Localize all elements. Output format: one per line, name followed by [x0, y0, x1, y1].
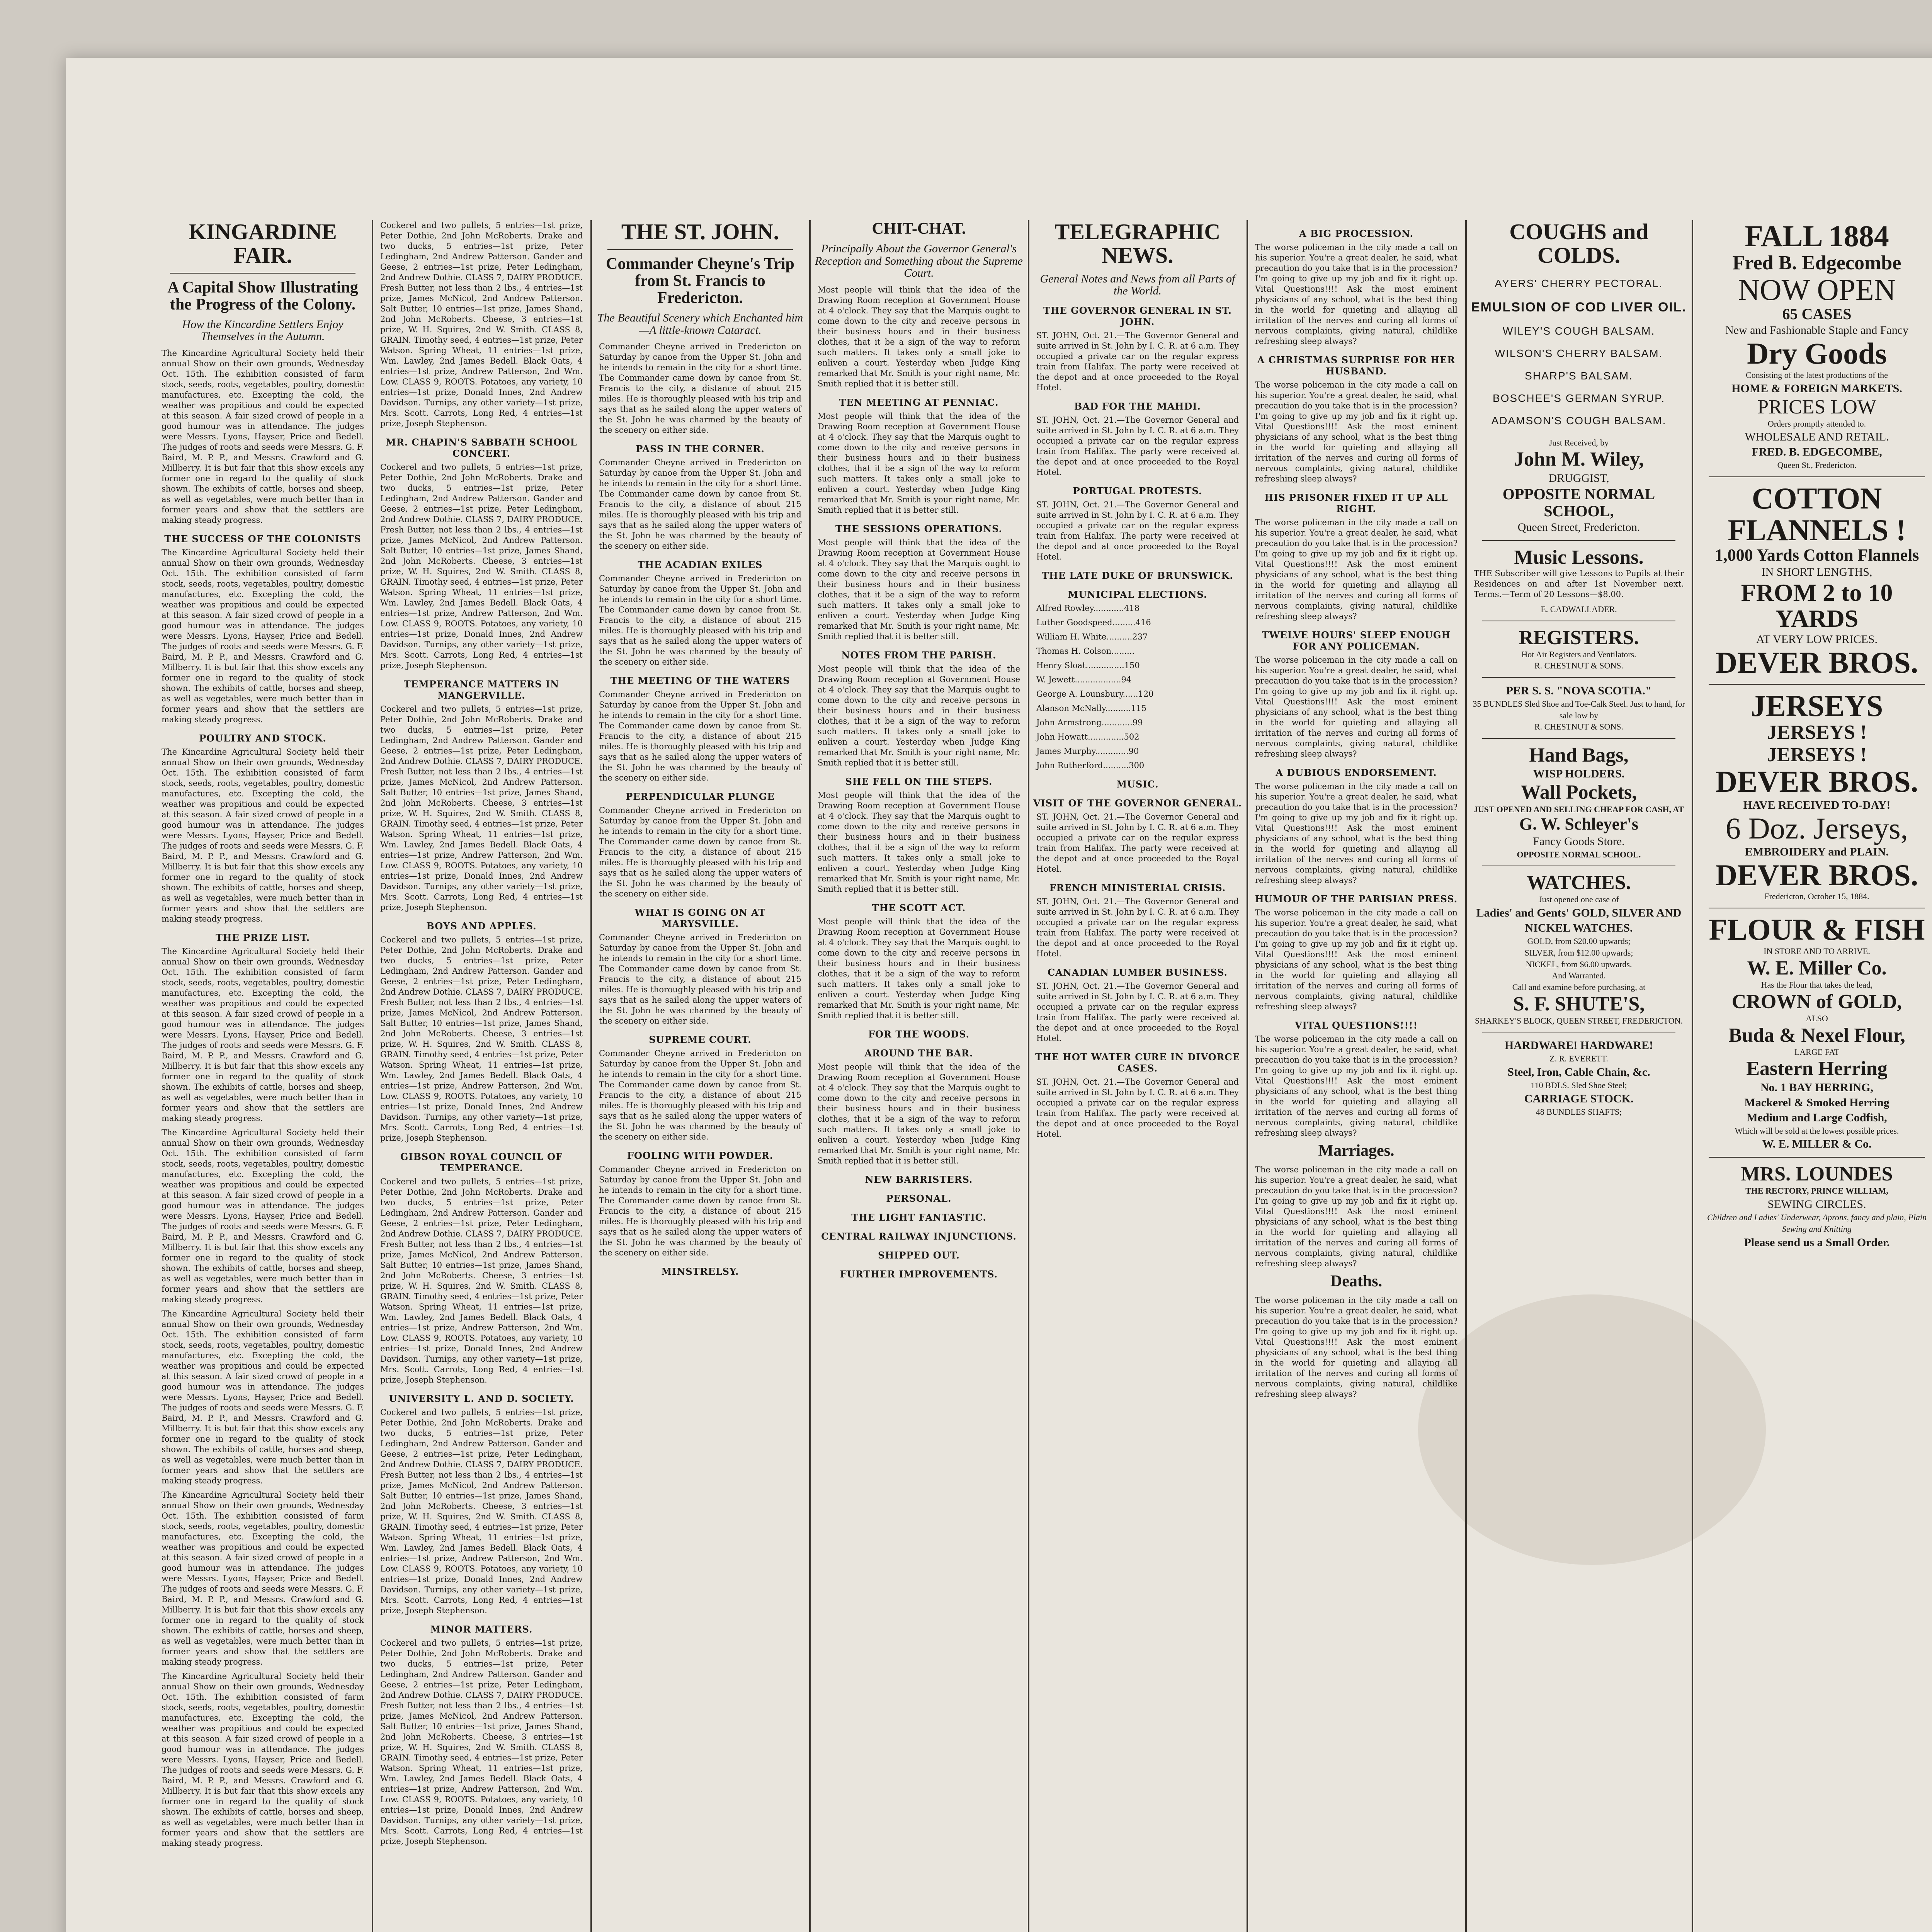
- ad-text: Has the Flour that takes the lead,: [1761, 980, 1873, 990]
- ad-signature: R. CHESTNUT & SONS.: [1534, 661, 1624, 671]
- ad-name: DEVER BROS.: [1715, 645, 1918, 679]
- divider: [1482, 677, 1675, 678]
- ad-text: ALSO: [1806, 1013, 1828, 1023]
- election-result: John Armstrong............99: [1036, 718, 1143, 727]
- column-2: [377, 220, 586, 1932]
- section-heading: CANADIAN LUMBER BUSINESS.: [1048, 966, 1228, 978]
- article-body: Cockerel and two pullets, 5 entries—1st prize, Peter Dothie, 2nd John McRoberts. Drake and two ducks, 5 entries—1st prize, Peter Ledingham, 2nd Andrew Patterson. Gander and Geese, 2 entries—1st prize, Peter Ledingham, 2nd Andrew Dothie. CLASS 7, DAIRY PRODUCE. Fresh Butter, not less than 2 lbs., 4 entries—1st prize, James McNicol, 2nd Andrew Patterson. Salt Butter, 10 entries—1st prize, James Shand, 2nd John McRoberts. Cheese, 3 entries—1st prize, W. H. Squires, 2nd W. Smith. CLASS 8, GRAIN. Timothy seed, 4 entries—1st prize, Peter Watson. Spring Wheat, 11 entries—1st prize, Wm. Lawley, 2nd James Bedell. Black Oats, 4 entries—1st prize, Andrew Patterson, 2nd Wm. Low. CLASS 9, ROOTS. Potatoes, any variety, 10 entries—1st prize, Donald Innes, 2nd Andrew Davidson. Turnips, any other variety—1st prize, Mrs. Scott. Carrots, Long Red, 4 entries—1st prize, Joseph Stephenson.: [380, 1638, 583, 1846]
- divider: [1709, 684, 1925, 685]
- column-8-ads: [1697, 220, 1932, 1932]
- deaths-heading: Deaths.: [1330, 1272, 1383, 1291]
- section-heading: THE MEETING OF THE WATERS: [610, 675, 790, 687]
- ad-text: WISP HOLDERS.: [1533, 767, 1625, 781]
- ad-signature: FRED. B. EDGECOMBE,: [1752, 446, 1882, 459]
- article-title: TELEGRAPHIC NEWS.: [1054, 220, 1221, 268]
- article-body: Most people will think that the idea of the Drawing Room reception at Government House at 4 o'clock. They say that the Marquis ought to come down to the city and receive persons in their business hours and in their business clothes, that it be a sign of the way to reform such matters. It takes only a small joke to enliven a court. Yesterday when Judge King remarked that Mr. Smith is your right name, Mr. Smith replied that it is better still.: [818, 664, 1020, 767]
- article-body: Most people will think that the idea of the Drawing Room reception at Government House at 4 o'clock. They say that the Marquis ought to come down to the city and receive persons in their business hours and in their business clothes, that it be a sign of the way to reform such matters. It takes only a small joke to enliven a court. Yesterday when Judge King remarked that Mr. Smith is your right name, Mr. Smith replied that it is better still.: [818, 917, 1020, 1020]
- ad-name: MRS. LOUNDES: [1741, 1163, 1893, 1185]
- article-body: The worse policeman in the city made a call on his superior. You're a great dealer, he said, what precaution do you take that is in the procession? I'm going to give up my job and fix it right up. Vital Questions!!!! Ask the most eminent physicians of any school, what is the best thing in the world for quieting and allaying all irritation of the nerves and curing all forms of nervous complaints, giving natural, childlike refreshing sleep always?: [1255, 1034, 1458, 1138]
- ad-heading: FLOUR & FISH: [1709, 913, 1925, 947]
- ad-product: ADAMSON'S COUGH BALSAM.: [1491, 414, 1667, 427]
- ad-text: OPPOSITE NORMAL SCHOOL,: [1502, 485, 1655, 520]
- ad-heading: NOW OPEN: [1738, 273, 1896, 307]
- article-headline: A Capital Show Illustrating the Progress of the Colony.: [167, 278, 358, 313]
- ad-text: No. 1 BAY HERRING,: [1760, 1081, 1873, 1094]
- section-heading: BAD FOR THE MAHDI.: [1074, 400, 1201, 412]
- ad-text: 65 CASES: [1782, 305, 1852, 323]
- article-body: ST. JOHN, Oct. 21.—The Governor General and suite arrived in St. John by I. C. R. at 6 a.m. They occupied a private car on the regular express train from Halifax. The party were received at the depot and at once proceeded to the Royal Hotel.: [1036, 981, 1239, 1043]
- section-heading: MUSIC.: [1116, 778, 1159, 790]
- section-heading: CENTRAL RAILWAY INJUNCTIONS.: [821, 1230, 1017, 1242]
- ad-text: Please send us a Small Order.: [1744, 1236, 1890, 1249]
- article-body: The worse policeman in the city made a call on his superior. You're a great dealer, he said, what precaution do you take that is in the procession? I'm going to give up my job and fix it right up. Vital Questions!!!! Ask the most eminent physicians of any school, what is the best thing in the world for quieting and allaying all irritation of the nerves and curing all forms of nervous complaints, giving natural, childlike refreshing sleep always?: [1255, 655, 1458, 759]
- article-body: Commander Cheyne arrived in Fredericton on Saturday by canoe from the Upper St. John and he intends to remain in the city for a short time. The Commander came down by canoe from St. Francis to the city, a distance of about 215 miles. He is thoroughly pleased with his trip and says that as he sailed along the upper waters of the St. John he was charmed by the beauty of the scenery on either side.: [599, 806, 801, 899]
- ad-text: Ladies' and Gents' GOLD, SILVER AND NICKEL WATCHES.: [1476, 906, 1682, 935]
- ad-heading: 6 Doz. Jerseys,: [1725, 811, 1908, 845]
- section-heading: TEMPERANCE MATTERS IN MANGERVILLE.: [403, 679, 560, 701]
- ad-text: Consisting of the latest productions of the: [1746, 370, 1888, 380]
- section-heading: THE ACADIAN EXILES: [638, 559, 763, 571]
- section-heading: SUPREME COURT.: [649, 1034, 752, 1046]
- section-heading: PERPENDICULAR PLUNGE: [626, 791, 775, 803]
- article-body: The Kincardine Agricultural Society held their annual Show on their own grounds, Wednesday Oct. 15th. The exhibition consisted of farm stock, seeds, roots, vegetables, poultry, domestic manufactures, etc. Excepting the cold, the weather was propitious and could be expected at this season. A fair sized crowd of people in a good humour was in attendance. The judges were Messrs. Lyons, Hayser, Price and Bedell. The judges of roots and seeds were Messrs. G. F. Baird, M. P. P., and Messrs. Crawford and G. Millberry. It is but fair that this show excels any former one in regard to the quality of stock shown. The exhibits of cattle, horses and sheep, as well as vegetables, were much better than in former years and show that the settlers are making steady progress.: [162, 1671, 364, 1848]
- article-body: ST. JOHN, Oct. 21.—The Governor General and suite arrived in St. John by I. C. R. at 6 a.m. They occupied a private car on the regular express train from Halifax. The party were received at the depot and at once proceeded to the Royal Hotel.: [1036, 415, 1239, 477]
- ad-name: G. W. Schleyer's: [1519, 815, 1639, 834]
- ad-text: AT VERY LOW PRICES.: [1756, 633, 1878, 646]
- article-title: CHIT-CHAT.: [872, 220, 966, 238]
- article-body: ST. JOHN, Oct. 21.—The Governor General and suite arrived in St. John by I. C. R. at 6 a.m. They occupied a private car on the regular express train from Halifax. The party were received at the depot and at once proceeded to the Royal Hotel.: [1036, 330, 1239, 392]
- article-body: The Kincardine Agricultural Society held their annual Show on their own grounds, Wednesday Oct. 15th. The exhibition consisted of farm stock, seeds, roots, vegetables, poultry, domestic manufactures, etc. Excepting the cold, the weather was propitious and could be expected at this season. A fair sized crowd of people in a good humour was in attendance. The judges were Messrs. Lyons, Hayser, Price and Bedell. The judges of roots and seeds were Messrs. G. F. Baird, M. P. P., and Messrs. Crawford and G. Millberry. It is but fair that this show excels any former one in regard to the quality of stock shown. The exhibits of cattle, horses and sheep, as well as vegetables, were much better than in former years and show that the settlers are making steady progress.: [162, 946, 364, 1123]
- article-body: Cockerel and two pullets, 5 entries—1st prize, Peter Dothie, 2nd John McRoberts. Drake and two ducks, 5 entries—1st prize, Peter Ledingham, 2nd Andrew Patterson. Gander and Geese, 2 entries—1st prize, Peter Ledingham, 2nd Andrew Dothie. CLASS 7, DAIRY PRODUCE. Fresh Butter, not less than 2 lbs., 4 entries—1st prize, James McNicol, 2nd Andrew Patterson. Salt Butter, 10 entries—1st prize, James Shand, 2nd John McRoberts. Cheese, 3 entries—1st prize, W. H. Squires, 2nd W. Smith. CLASS 8, GRAIN. Timothy seed, 4 entries—1st prize, Peter Watson. Spring Wheat, 11 entries—1st prize, Wm. Lawley, 2nd James Bedell. Black Oats, 4 entries—1st prize, Andrew Patterson, 2nd Wm. Low. CLASS 9, ROOTS. Potatoes, any variety, 10 entries—1st prize, Donald Innes, 2nd Andrew Davidson. Turnips, any other variety—1st prize, Mrs. Scott. Carrots, Long Red, 4 entries—1st prize, Joseph Stephenson.: [380, 1177, 583, 1384]
- ad-heading: FALL 1884: [1745, 220, 1889, 253]
- article-headline: Commander Cheyne's Trip from St. Francis to Fredericton.: [606, 255, 794, 307]
- ad-product: BOSCHEE'S GERMAN SYRUP.: [1492, 392, 1665, 404]
- ad-text: HOME & FOREIGN MARKETS.: [1731, 382, 1902, 395]
- article-body: Most people will think that the idea of the Drawing Room reception at Government House at 4 o'clock. They say that the Marquis ought to come down to the city and receive persons in their business hours and in their business clothes, that it be a sign of the way to reform such matters. It takes only a small joke to enliven a court. Yesterday when Judge King remarked that Mr. Smith is your right name, Mr. Smith replied that it is better still.: [818, 537, 1020, 641]
- section-heading: BOYS AND APPLES.: [426, 920, 537, 932]
- ad-product: EMULSION OF COD LIVER OIL.: [1471, 299, 1687, 315]
- ad-text: Hot Air Registers and Ventilators.: [1521, 649, 1636, 659]
- election-result: John Howatt..............502: [1036, 732, 1139, 742]
- ad-text: Children and Ladies' Underwear, Aprons, fancy and plain, Plain Sewing and Knitting: [1707, 1213, 1927, 1234]
- column-7-ads: [1471, 220, 1687, 1932]
- election-result: W. Jewett..................94: [1036, 675, 1132, 684]
- article-body: Most people will think that the idea of the Drawing Room reception at Government House at 4 o'clock. They say that the Marquis ought to come down to the city and receive persons in their business hours and in their business clothes, that it be a sign of the way to reform such matters. It takes only a small joke to enliven a court. Yesterday when Judge King remarked that Mr. Smith is your right name, Mr. Smith replied that it is better still.: [818, 285, 1020, 388]
- ad-text: IN STORE AND TO ARRIVE.: [1764, 946, 1870, 956]
- ad-text: And Warranted.: [1552, 971, 1606, 981]
- ad-name: S. F. SHUTE'S,: [1513, 993, 1645, 1015]
- ad-heading: WATCHES.: [1527, 872, 1631, 894]
- election-result: George A. Lounsbury......120: [1036, 689, 1154, 699]
- article-body: The Kincardine Agricultural Society held their annual Show on their own grounds, Wednesday Oct. 15th. The exhibition consisted of farm stock, seeds, roots, vegetables, poultry, domestic manufactures, etc. Excepting the cold, the weather was propitious and could be expected at this season. A fair sized crowd of people in a good humour was in attendance. The judges were Messrs. Lyons, Hayser, Price and Bedell. The judges of roots and seeds were Messrs. G. F. Baird, M. P. P., and Messrs. Crawford and G. Millberry. It is but fair that this show excels any former one in regard to the quality of stock shown. The exhibits of cattle, horses and sheep, as well as vegetables, were much better than in former years and show that the settlers are making steady progress.: [162, 747, 364, 923]
- ad-name: W. E. Miller Co.: [1747, 957, 1887, 979]
- ad-text: 110 BDLS. Sled Shoe Steel;: [1531, 1080, 1627, 1090]
- ad-heading: JERSEYS !: [1767, 743, 1867, 766]
- ad-text: Fancy Goods Store.: [1533, 835, 1625, 848]
- article-subhead: Principally About the Governor General's Reception and Something about the Supreme Court.: [815, 242, 1023, 280]
- ad-text: THE Subscriber will give Lessons to Pupils at their Residences on and after 1st November next. Terms.—Term of 20 Lessons—$8.00.: [1474, 568, 1684, 599]
- ad-price: NICKEL, from $6.00 upwards.: [1526, 959, 1632, 969]
- section-heading: THE HOT WATER CURE IN DIVORCE CASES.: [1035, 1051, 1240, 1074]
- section-heading: POULTRY AND STOCK.: [199, 732, 327, 744]
- section-heading: A CHRISTMAS SURPRISE FOR HER HUSBAND.: [1257, 354, 1456, 377]
- column-rule: [809, 220, 811, 1932]
- article-body: The worse policeman in the city made a call on his superior. You're a great dealer, he said, what precaution do you take that is in the procession? I'm going to give up my job and fix it right up. Vital Questions!!!! Ask the most eminent physicians of any school, what is the best thing in the world for quieting and allaying all irritation of the nerves and curing all forms of nervous complaints, giving natural, childlike refreshing sleep always?: [1255, 380, 1458, 483]
- ad-text: IN SHORT LENGTHS,: [1761, 566, 1872, 579]
- article-body: The Kincardine Agricultural Society held their annual Show on their own grounds, Wednesday Oct. 15th. The exhibition consisted of farm stock, seeds, roots, vegetables, poultry, domestic manufactures, etc. Excepting the cold, the weather was propitious and could be expected at this season. A fair sized crowd of people in a good humour was in attendance. The judges were Messrs. Lyons, Hayser, Price and Bedell. The judges of roots and seeds were Messrs. G. F. Baird, M. P. P., and Messrs. Crawford and G. Millberry. It is but fair that this show excels any former one in regard to the quality of stock shown. The exhibits of cattle, horses and sheep, as well as vegetables, were much better than in former years and show that the settlers are making steady progress.: [162, 1490, 364, 1667]
- ad-heading: HARDWARE! HARDWARE!: [1504, 1039, 1653, 1052]
- election-result: Alfred Rowley............418: [1036, 603, 1140, 613]
- article-body: ST. JOHN, Oct. 21.—The Governor General and suite arrived in St. John by I. C. R. at 6 a.m. They occupied a private car on the regular express train from Halifax. The party were received at the depot and at once proceeded to the Royal Hotel.: [1036, 812, 1239, 874]
- column-5: [1033, 220, 1242, 1932]
- article-subhead: The Beautiful Scenery which Enchanted him —A little-known Cataract.: [597, 311, 803, 337]
- section-heading: AROUND THE BAR.: [864, 1047, 973, 1059]
- section-heading: PORTUGAL PROTESTS.: [1073, 485, 1202, 497]
- section-heading: FOR THE WOODS.: [868, 1028, 969, 1040]
- ad-text: 35 BUNDLES Sled Shoe and Toe-Calk Steel. Just to hand, for sale low by: [1473, 699, 1685, 720]
- column-rule: [1465, 220, 1467, 1932]
- article-body: Commander Cheyne arrived in Fredericton on Saturday by canoe from the Upper St. John and he intends to remain in the city for a short time. The Commander came down by canoe from St. Francis to the city, a distance of about 215 miles. He is thoroughly pleased with his trip and says that as he sailed along the upper waters of the St. John he was charmed by the beauty of the scenery on either side.: [599, 1165, 801, 1258]
- ad-signature: E. CADWALLADER.: [1541, 604, 1617, 614]
- ad-text: Just Received, by: [1549, 437, 1609, 447]
- section-heading: THE SCOTT ACT.: [872, 902, 966, 913]
- column-rule: [1247, 220, 1248, 1932]
- ad-text: OPPOSITE NORMAL SCHOOL.: [1517, 849, 1641, 859]
- divider: [1709, 476, 1925, 477]
- section-heading: NEW BARRISTERS.: [865, 1173, 973, 1185]
- section-heading: VITAL QUESTIONS!!!!: [1294, 1020, 1418, 1031]
- ad-name: Fred B. Edgecombe: [1732, 252, 1901, 274]
- ad-heading: JERSEYS !: [1767, 721, 1867, 744]
- ad-text: THE RECTORY, PRINCE WILLIAM,: [1745, 1186, 1888, 1196]
- ad-name: John M. Wiley,: [1514, 448, 1644, 471]
- section-heading: THE LATE DUKE OF BRUNSWICK.: [1042, 570, 1233, 581]
- article-body: ST. JOHN, Oct. 21.—The Governor General and suite arrived in St. John by I. C. R. at 6 a.m. They occupied a private car on the regular express train from Halifax. The party were received at the depot and at once proceeded to the Royal Hotel.: [1036, 1077, 1239, 1139]
- section-heading: A DUBIOUS ENDORSEMENT.: [1276, 767, 1437, 778]
- article-body: The worse policeman in the city made a call on his superior. You're a great dealer, he said, what precaution do you take that is in the procession? I'm going to give up my job and fix it right up. Vital Questions!!!! Ask the most eminent physicians of any school, what is the best thing in the world for quieting and allaying all irritation of the nerves and curing all forms of nervous complaints, giving natural, childlike refreshing sleep always?: [1255, 243, 1458, 346]
- section-heading: TEN MEETING AT PENNIAC.: [839, 396, 999, 408]
- section-heading: A BIG PROCESSION.: [1299, 228, 1413, 239]
- ad-text: SHARKEY'S BLOCK, QUEEN STREET, FREDERICTON.: [1475, 1015, 1683, 1026]
- article-body: Commander Cheyne arrived in Fredericton on Saturday by canoe from the Upper St. John and he intends to remain in the city for a short time. The Commander came down by canoe from St. Francis to the city, a distance of about 215 miles. He is thoroughly pleased with his trip and says that as he sailed along the upper waters of the St. John he was charmed by the beauty of the scenery on either side.: [599, 574, 801, 667]
- section-heading: FOOLING WITH POWDER.: [627, 1150, 774, 1162]
- article-body: ST. JOHN, Oct. 21.—The Governor General and suite arrived in St. John by I. C. R. at 6 a.m. They occupied a private car on the regular express train from Halifax. The party were received at the depot and at once proceeded to the Royal Hotel.: [1036, 500, 1239, 561]
- ad-heading: CROWN of GOLD,: [1731, 990, 1902, 1013]
- article-body: Commander Cheyne arrived in Fredericton on Saturday by canoe from the Upper St. John and he intends to remain in the city for a short time. The Commander came down by canoe from St. Francis to the city, a distance of about 215 miles. He is thoroughly pleased with his trip and says that as he sailed along the upper waters of the St. John he was charmed by the beauty of the scenery on either side.: [599, 458, 801, 551]
- section-heading: HUMOUR OF THE PARISIAN PRESS.: [1255, 893, 1458, 905]
- article-body: Commander Cheyne arrived in Fredericton on Saturday by canoe from the Upper St. John and he intends to remain in the city for a short time. The Commander came down by canoe from St. Francis to the city, a distance of about 215 miles. He is thoroughly pleased with his trip and says that as he sailed along the upper waters of the St. John he was charmed by the beauty of the scenery on either side.: [599, 1049, 801, 1142]
- article-body: Cockerel and two pullets, 5 entries—1st prize, Peter Dothie, 2nd John McRoberts. Drake and two ducks, 5 entries—1st prize, Peter Ledingham, 2nd Andrew Patterson. Gander and Geese, 2 entries—1st prize, Peter Ledingham, 2nd Andrew Dothie. CLASS 7, DAIRY PRODUCE. Fresh Butter, not less than 2 lbs., 4 entries—1st prize, James McNicol, 2nd Andrew Patterson. Salt Butter, 10 entries—1st prize, James Shand, 2nd John McRoberts. Cheese, 3 entries—1st prize, W. H. Squires, 2nd W. Smith. CLASS 8, GRAIN. Timothy seed, 4 entries—1st prize, Peter Watson. Spring Wheat, 11 entries—1st prize, Wm. Lawley, 2nd James Bedell. Black Oats, 4 entries—1st prize, Andrew Patterson, 2nd Wm. Low. CLASS 9, ROOTS. Potatoes, any variety, 10 entries—1st prize, Donald Innes, 2nd Andrew Davidson. Turnips, any other variety—1st prize, Mrs. Scott. Carrots, Long Red, 4 entries—1st prize, Joseph Stephenson.: [380, 704, 583, 912]
- newspaper-columns: [158, 220, 1932, 1932]
- ad-heading: PER S. S. "NOVA SCOTIA.": [1506, 684, 1652, 697]
- ad-text: HAVE RECEIVED TO-DAY!: [1743, 798, 1891, 811]
- ad-signature: W. E. MILLER & Co.: [1762, 1138, 1872, 1151]
- section-heading: SHE FELL ON THE STEPS.: [845, 776, 993, 787]
- section-heading: THE SUCCESS OF THE COLONISTS: [164, 533, 361, 544]
- election-result: Alanson McNally..........115: [1036, 703, 1147, 713]
- election-result: James Murphy.............90: [1036, 746, 1139, 756]
- article-body: Cockerel and two pullets, 5 entries—1st prize, Peter Dothie, 2nd John McRoberts. Drake and two ducks, 5 entries—1st prize, Peter Ledingham, 2nd Andrew Patterson. Gander and Geese, 2 entries—1st prize, Peter Ledingham, 2nd Andrew Dothie. CLASS 7, DAIRY PRODUCE. Fresh Butter, not less than 2 lbs., 4 entries—1st prize, James McNicol, 2nd Andrew Patterson. Salt Butter, 10 entries—1st prize, James Shand, 2nd John McRoberts. Cheese, 3 entries—1st prize, W. H. Squires, 2nd W. Smith. CLASS 8, GRAIN. Timothy seed, 4 entries—1st prize, Peter Watson. Spring Wheat, 11 entries—1st prize, Wm. Lawley, 2nd James Bedell. Black Oats, 4 entries—1st prize, Andrew Patterson, 2nd Wm. Low. CLASS 9, ROOTS. Potatoes, any variety, 10 entries—1st prize, Donald Innes, 2nd Andrew Davidson. Turnips, any other variety—1st prize, Mrs. Scott. Carrots, Long Red, 4 entries—1st prize, Joseph Stephenson.: [380, 935, 583, 1143]
- ad-text: Medium and Large Codfish,: [1747, 1111, 1887, 1124]
- ad-text: Just opened one case of: [1539, 895, 1619, 905]
- section-heading: GIBSON ROYAL COUNCIL OF TEMPERANCE.: [400, 1151, 563, 1173]
- article-body: The Kincardine Agricultural Society held their annual Show on their own grounds, Wednesday Oct. 15th. The exhibition consisted of farm stock, seeds, roots, vegetables, poultry, domestic manufactures, etc. Excepting the cold, the weather was propitious and could be expected at this season. A fair sized crowd of people in a good humour was in attendance. The judges were Messrs. Lyons, Hayser, Price and Bedell. The judges of roots and seeds were Messrs. G. F. Baird, M. P. P., and Messrs. Crawford and G. Millberry. It is but fair that this show excels any former one in regard to the quality of stock shown. The exhibits of cattle, horses and sheep, as well as vegetables, were much better than in former years and show that the settlers are making steady progress.: [162, 548, 364, 724]
- divider: [607, 249, 793, 250]
- ad-text: JUST OPENED AND SELLING CHEAP FOR CASH, AT: [1473, 804, 1684, 814]
- ad-heading: CARRIAGE STOCK.: [1524, 1092, 1634, 1105]
- section-heading: MUNICIPAL ELECTIONS.: [1068, 588, 1208, 600]
- section-heading: MR. CHAPIN'S SABBATH SCHOOL CONCERT.: [386, 437, 577, 459]
- section-heading: PASS IN THE CORNER.: [636, 443, 765, 455]
- ad-heading: PRICES LOW: [1757, 396, 1876, 418]
- election-result: John Rutherford..........300: [1036, 760, 1145, 770]
- ad-heading: Hand Bags,: [1529, 744, 1629, 767]
- ad-heading: Wall Pockets,: [1520, 781, 1637, 804]
- ad-product: WILEY'S COUGH BALSAM.: [1502, 325, 1655, 337]
- article-subhead: General Notes and News from all Parts of the World.: [1040, 272, 1235, 298]
- ad-product: AYERS' CHERRY PECTORAL.: [1495, 277, 1663, 289]
- ad-signature: R. CHESTNUT & SONS.: [1534, 722, 1624, 732]
- section-heading: FRENCH MINISTERIAL CRISIS.: [1049, 882, 1226, 893]
- article-body: The Kincardine Agricultural Society held their annual Show on their own grounds, Wednesday Oct. 15th. The exhibition consisted of farm stock, seeds, roots, vegetables, poultry, domestic manufactures, etc. Excepting the cold, the weather was propitious and could be expected at this season. A fair sized crowd of people in a good humour was in attendance. The judges were Messrs. Lyons, Hayser, Price and Bedell. The judges of roots and seeds were Messrs. G. F. Baird, M. P. P., and Messrs. Crawford and G. Millberry. It is but fair that this show excels any former one in regard to the quality of stock shown. The exhibits of cattle, horses and sheep, as well as vegetables, were much better than in former years and show that the settlers are making steady progress.: [162, 1309, 364, 1485]
- ad-text: Call and examine before purchasing, at: [1512, 982, 1646, 992]
- ad-price: SILVER, from $12.00 upwards;: [1524, 947, 1633, 957]
- section-heading: THE PRIZE LIST.: [215, 932, 310, 943]
- article-body: The worse policeman in the city made a call on his superior. You're a great dealer, he said, what precaution do you take that is in the procession? I'm going to give up my job and fix it right up. Vital Questions!!!! Ask the most eminent physicians of any school, what is the best thing in the world for quieting and allaying all irritation of the nerves and curing all forms of nervous complaints, giving natural, childlike refreshing sleep always?: [1255, 518, 1458, 621]
- article-body: Most people will think that the idea of the Drawing Room reception at Government House at 4 o'clock. They say that the Marquis ought to come down to the city and receive persons in their business hours and in their business clothes, that it be a sign of the way to reform such matters. It takes only a small joke to enliven a court. Yesterday when Judge King remarked that Mr. Smith is your right name, Mr. Smith replied that it is better still.: [818, 411, 1020, 515]
- ad-text: Orders promptly attended to.: [1767, 418, 1866, 429]
- article-body: The worse policeman in the city made a call on his superior. You're a great dealer, he said, what precaution do you take that is in the procession? I'm going to give up my job and fix it right up. Vital Questions!!!! Ask the most eminent physicians of any school, what is the best thing in the world for quieting and allaying all irritation of the nerves and curing all forms of nervous complaints, giving natural, childlike refreshing sleep always?: [1255, 1296, 1458, 1399]
- ad-product: WILSON'S CHERRY BALSAM.: [1495, 347, 1663, 359]
- ad-name: DEVER BROS.: [1715, 858, 1918, 892]
- article-body: ST. JOHN, Oct. 21.—The Governor General and suite arrived in St. John by I. C. R. at 6 a.m. They occupied a private car on the regular express train from Halifax. The party were received at the depot and at once proceeded to the Royal Hotel.: [1036, 896, 1239, 958]
- article-body: Most people will think that the idea of the Drawing Room reception at Government House at 4 o'clock. They say that the Marquis ought to come down to the city and receive persons in their business hours and in their business clothes, that it be a sign of the way to reform such matters. It takes only a small joke to enliven a court. Yesterday when Judge King remarked that Mr. Smith is your right name, Mr. Smith replied that it is better still.: [818, 1062, 1020, 1165]
- ad-text: EMBROIDERY and PLAIN.: [1745, 845, 1889, 858]
- ad-name: DEVER BROS.: [1715, 764, 1918, 798]
- column-rule: [372, 220, 373, 1932]
- ad-heading: FROM 2 to 10 YARDS: [1741, 579, 1893, 633]
- section-heading: NOTES FROM THE PARISH.: [841, 649, 997, 661]
- column-rule: [1028, 220, 1029, 1932]
- article-body: Commander Cheyne arrived in Fredericton on Saturday by canoe from the Upper St. John and he intends to remain in the city for a short time. The Commander came down by canoe from St. Francis to the city, a distance of about 215 miles. He is thoroughly pleased with his trip and says that as he sailed along the upper waters of the St. John he was charmed by the beauty of the scenery on either side.: [599, 933, 801, 1026]
- section-heading: UNIVERSITY L. AND D. SOCIETY.: [389, 1393, 574, 1404]
- section-heading: THE SESSIONS OPERATIONS.: [835, 523, 1002, 534]
- ad-heading: JERSEYS: [1750, 689, 1883, 723]
- column-4: [815, 220, 1023, 1932]
- ad-heading: Buda & Nexel Flour,: [1728, 1024, 1905, 1046]
- article-body: Most people will think that the idea of the Drawing Room reception at Government House at 4 o'clock. They say that the Marquis ought to come down to the city and receive persons in their business hours and in their business clothes, that it be a sign of the way to reform such matters. It takes only a small joke to enliven a court. Yesterday when Judge King remarked that Mr. Smith is your right name, Mr. Smith replied that it is better still.: [818, 790, 1020, 894]
- article-body: Commander Cheyne arrived in Fredericton on Saturday by canoe from the Upper St. John and he intends to remain in the city for a short time. The Commander came down by canoe from St. Francis to the city, a distance of about 215 miles. He is thoroughly pleased with his trip and says that as he sailed along the upper waters of the St. John he was charmed by the beauty of the scenery on either side.: [599, 690, 801, 783]
- divider: [1482, 540, 1675, 541]
- article-body: Cockerel and two pullets, 5 entries—1st prize, Peter Dothie, 2nd John McRoberts. Drake and two ducks, 5 entries—1st prize, Peter Ledingham, 2nd Andrew Patterson. Gander and Geese, 2 entries—1st prize, Peter Ledingham, 2nd Andrew Dothie. CLASS 7, DAIRY PRODUCE. Fresh Butter, not less than 2 lbs., 4 entries—1st prize, James McNicol, 2nd Andrew Patterson. Salt Butter, 10 entries—1st prize, James Shand, 2nd John McRoberts. Cheese, 3 entries—1st prize, W. H. Squires, 2nd W. Smith. CLASS 8, GRAIN. Timothy seed, 4 entries—1st prize, Peter Watson. Spring Wheat, 11 entries—1st prize, Wm. Lawley, 2nd James Bedell. Black Oats, 4 entries—1st prize, Andrew Patterson, 2nd Wm. Low. CLASS 9, ROOTS. Potatoes, any variety, 10 entries—1st prize, Donald Innes, 2nd Andrew Davidson. Turnips, any other variety—1st prize, Mrs. Scott. Carrots, Long Red, 4 entries—1st prize, Joseph Stephenson.: [380, 221, 583, 428]
- section-heading: MINSTRELSY.: [661, 1266, 739, 1277]
- marriages-heading: Marriages.: [1318, 1142, 1395, 1160]
- article-body: The Kincardine Agricultural Society held their annual Show on their own grounds, Wednesday Oct. 15th. The exhibition consisted of farm stock, seeds, roots, vegetables, poultry, domestic manufactures, etc. Excepting the cold, the weather was propitious and could be expected at this season. A fair sized crowd of people in a good humour was in attendance. The judges were Messrs. Lyons, Hayser, Price and Bedell. The judges of roots and seeds were Messrs. G. F. Baird, M. P. P., and Messrs. Crawford and G. Millberry. It is but fair that this show excels any former one in regard to the quality of stock shown. The exhibits of cattle, horses and sheep, as well as vegetables, were much better than in former years and show that the settlers are making steady progress.: [162, 1128, 364, 1304]
- column-1: [158, 220, 367, 1932]
- section-heading: MINOR MATTERS.: [430, 1624, 533, 1635]
- section-heading: THE GOVERNOR GENERAL IN ST. JOHN.: [1043, 304, 1232, 327]
- article-body: The worse policeman in the city made a call on his superior. You're a great dealer, he said, what precaution do you take that is in the procession? I'm going to give up my job and fix it right up. Vital Questions!!!! Ask the most eminent physicians of any school, what is the best thing in the world for quieting and allaying all irritation of the nerves and curing all forms of nervous complaints, giving natural, childlike refreshing sleep always?: [1255, 1165, 1458, 1269]
- article-body: Cockerel and two pullets, 5 entries—1st prize, Peter Dothie, 2nd John McRoberts. Drake and two ducks, 5 entries—1st prize, Peter Ledingham, 2nd Andrew Patterson. Gander and Geese, 2 entries—1st prize, Peter Ledingham, 2nd Andrew Dothie. CLASS 7, DAIRY PRODUCE. Fresh Butter, not less than 2 lbs., 4 entries—1st prize, James McNicol, 2nd Andrew Patterson. Salt Butter, 10 entries—1st prize, James Shand, 2nd John McRoberts. Cheese, 3 entries—1st prize, W. H. Squires, 2nd W. Smith. CLASS 8, GRAIN. Timothy seed, 4 entries—1st prize, Peter Watson. Spring Wheat, 11 entries—1st prize, Wm. Lawley, 2nd James Bedell. Black Oats, 4 entries—1st prize, Andrew Patterson, 2nd Wm. Low. CLASS 9, ROOTS. Potatoes, any variety, 10 entries—1st prize, Donald Innes, 2nd Andrew Davidson. Turnips, any other variety—1st prize, Mrs. Scott. Carrots, Long Red, 4 entries—1st prize, Joseph Stephenson.: [380, 1408, 583, 1615]
- divider: [1482, 738, 1675, 739]
- article-subhead: How the Kincardine Settlers Enjoy Themselves in the Autumn.: [182, 318, 344, 343]
- column-6: [1252, 220, 1461, 1932]
- election-result: Luther Goodspeed.........416: [1036, 617, 1151, 627]
- ad-text: LARGE FAT: [1794, 1047, 1840, 1057]
- column-3: [596, 220, 804, 1932]
- election-result: Thomas H. Colson.........: [1036, 646, 1135, 656]
- divider: [170, 273, 355, 274]
- column-rule: [1692, 220, 1693, 1932]
- ad-heading: COTTON: [1752, 481, 1882, 515]
- ad-heading: COUGHS and COLDS.: [1509, 220, 1648, 268]
- ad-product: SHARP'S BALSAM.: [1525, 369, 1633, 382]
- section-heading: SHIPPED OUT.: [878, 1249, 960, 1261]
- section-heading: HIS PRISONER FIXED IT UP ALL RIGHT.: [1264, 492, 1448, 514]
- election-result: Henry Sloat...............150: [1036, 660, 1140, 670]
- ad-text: Queen St., Fredericton.: [1777, 460, 1857, 470]
- section-heading: FURTHER IMPROVEMENTS.: [840, 1268, 998, 1280]
- ad-price: GOLD, from $20.00 upwards;: [1527, 936, 1631, 946]
- ad-signature: Z. R. EVERETT.: [1549, 1054, 1608, 1064]
- section-heading: VISIT OF THE GOVERNOR GENERAL.: [1033, 797, 1242, 809]
- ad-text: DRUGGIST,: [1548, 471, 1609, 485]
- article-body: Commander Cheyne arrived in Fredericton on Saturday by canoe from the Upper St. John and he intends to remain in the city for a short time. The Commander came down by canoe from St. Francis to the city, a distance of about 215 miles. He is thoroughly pleased with his trip and says that as he sailed along the upper waters of the St. John he was charmed by the beauty of the scenery on either side.: [599, 342, 801, 435]
- ad-text: 1,000 Yards Cotton Flannels: [1714, 545, 1919, 565]
- article-title: THE ST. JOHN.: [621, 220, 779, 244]
- section-heading: PERSONAL.: [886, 1192, 952, 1204]
- ad-text: WHOLESALE AND RETAIL.: [1745, 430, 1889, 444]
- ad-heading: Steel, Iron, Cable Chain, &c.: [1507, 1066, 1650, 1079]
- column-rule: [590, 220, 592, 1932]
- ad-heading: REGISTERS.: [1519, 626, 1639, 649]
- ad-heading: Eastern Herring: [1746, 1058, 1888, 1080]
- section-heading: THE LIGHT FANTASTIC.: [851, 1211, 986, 1223]
- ad-heading: Music Lessons.: [1514, 546, 1644, 568]
- ad-text: New and Fashionable Staple and Fancy: [1725, 323, 1909, 337]
- ad-heading: SEWING CIRCLES.: [1767, 1198, 1866, 1211]
- article-body: Cockerel and two pullets, 5 entries—1st prize, Peter Dothie, 2nd John McRoberts. Drake and two ducks, 5 entries—1st prize, Peter Ledingham, 2nd Andrew Patterson. Gander and Geese, 2 entries—1st prize, Peter Ledingham, 2nd Andrew Dothie. CLASS 7, DAIRY PRODUCE. Fresh Butter, not less than 2 lbs., 4 entries—1st prize, James McNicol, 2nd Andrew Patterson. Salt Butter, 10 entries—1st prize, James Shand, 2nd John McRoberts. Cheese, 3 entries—1st prize, W. H. Squires, 2nd W. Smith. CLASS 8, GRAIN. Timothy seed, 4 entries—1st prize, Peter Watson. Spring Wheat, 11 entries—1st prize, Wm. Lawley, 2nd James Bedell. Black Oats, 4 entries—1st prize, Andrew Patterson, 2nd Wm. Low. CLASS 9, ROOTS. Potatoes, any variety, 10 entries—1st prize, Donald Innes, 2nd Andrew Davidson. Turnips, any other variety—1st prize, Mrs. Scott. Carrots, Long Red, 4 entries—1st prize, Joseph Stephenson.: [380, 463, 583, 670]
- ad-text: Queen Street, Fredericton.: [1517, 520, 1640, 534]
- election-result: William H. White..........237: [1036, 632, 1148, 641]
- article-body: The worse policeman in the city made a call on his superior. You're a great dealer, he said, what precaution do you take that is in the procession? I'm going to give up my job and fix it right up. Vital Questions!!!! Ask the most eminent physicians of any school, what is the best thing in the world for quieting and allaying all irritation of the nerves and curing all forms of nervous complaints, giving natural, childlike refreshing sleep always?: [1255, 908, 1458, 1011]
- ad-text: Which will be sold at the lowest possible prices.: [1735, 1126, 1899, 1136]
- section-heading: TWELVE HOURS' SLEEP ENOUGH FOR ANY POLICEMAN.: [1262, 629, 1451, 652]
- article-body: The worse policeman in the city made a call on his superior. You're a great dealer, he said, what precaution do you take that is in the procession? I'm going to give up my job and fix it right up. Vital Questions!!!! Ask the most eminent physicians of any school, what is the best thing in the world for quieting and allaying all irritation of the nerves and curing all forms of nervous complaints, giving natural, childlike refreshing sleep always?: [1255, 782, 1458, 885]
- ad-text: Mackerel & Smoked Herring: [1744, 1096, 1889, 1109]
- ad-date: Fredericton, October 15, 1884.: [1764, 891, 1869, 901]
- ad-heading: Dry Goods: [1747, 336, 1887, 370]
- ad-heading: FLANNELS !: [1728, 513, 1906, 547]
- article-body: The Kincardine Agricultural Society held their annual Show on their own grounds, Wednesday Oct. 15th. The exhibition consisted of farm stock, seeds, roots, vegetables, poultry, domestic manufactures, etc. Excepting the cold, the weather was propitious and could be expected at this season. A fair sized crowd of people in a good humour was in attendance. The judges were Messrs. Lyons, Hayser, Price and Bedell. The judges of roots and seeds were Messrs. G. F. Baird, M. P. P., and Messrs. Crawford and G. Millberry. It is but fair that this show excels any former one in regard to the quality of stock shown. The exhibits of cattle, horses and sheep, as well as vegetables, were much better than in former years and show that the settlers are making steady progress.: [162, 348, 364, 525]
- ad-text: 48 BUNDLES SHAFTS;: [1536, 1107, 1622, 1117]
- section-heading: WHAT IS GOING ON AT MARYSVILLE.: [634, 907, 766, 930]
- article-title: KINGARDINE FAIR.: [189, 220, 337, 268]
- divider: [1709, 1157, 1925, 1158]
